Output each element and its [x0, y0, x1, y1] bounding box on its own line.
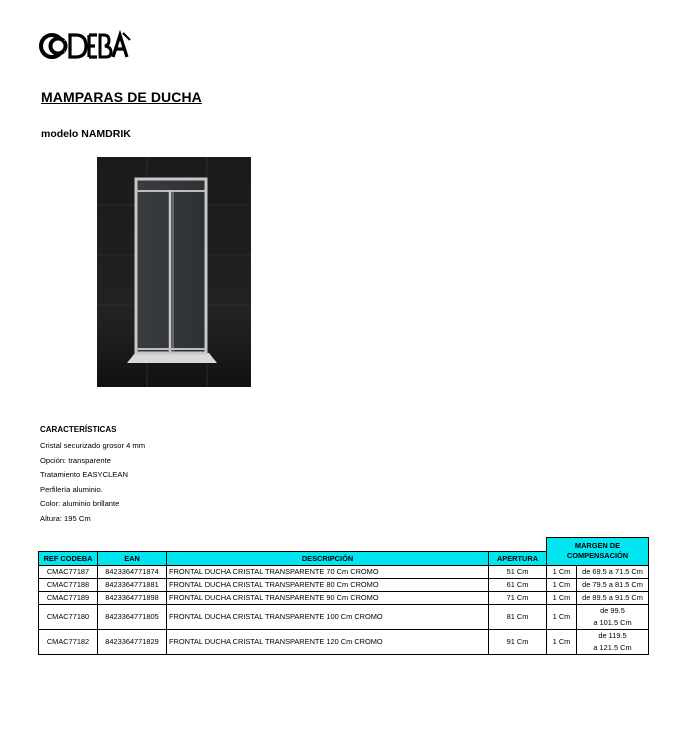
feature-item: Opción: transparente	[40, 455, 111, 465]
cell-ref: CMAC77187	[39, 565, 98, 578]
feature-item: Perfilería aluminio.	[40, 484, 103, 494]
cell-apertura: 71 Cm	[489, 591, 547, 604]
range-line-1: de 119.5	[598, 630, 627, 640]
page-title: MAMPARAS DE DUCHA	[41, 89, 202, 105]
header-ref: REF CODEBA	[39, 551, 98, 565]
range-line-1: de 99.5	[600, 605, 625, 615]
cell-comp: 1 Cm	[547, 604, 577, 629]
cell-desc: FRONTAL DUCHA CRISTAL TRANSPARENTE 90 Cm CROMO	[167, 591, 489, 604]
cell-range: de 89.5 a 91.5 Cm	[577, 591, 649, 604]
cell-range: de 69.5 a 71.5 Cm	[577, 565, 649, 578]
feature-item: Tratamiento EASYCLEAN	[40, 470, 128, 480]
header-apertura: APERTURA	[489, 551, 547, 565]
codeba-logo	[39, 29, 131, 63]
product-table	[38, 537, 649, 655]
feature-item: Cristal securizado grosor 4 mm	[40, 441, 146, 450]
features-section	[40, 425, 145, 527]
cell-ref: CMAC77189	[39, 591, 98, 604]
range-line-2: a 121.5 Cm	[593, 642, 632, 652]
model-name: modelo NAMDRIK	[41, 128, 131, 140]
cell-apertura: 81 Cm	[489, 604, 547, 629]
header-ean: EAN	[98, 551, 167, 565]
cell-desc: FRONTAL DUCHA CRISTAL TRANSPARENTE 120 Cm CROMO	[167, 629, 489, 654]
cell-comp: 1 Cm	[547, 578, 577, 591]
cell-ean: 8423364771898	[98, 591, 167, 604]
table-row	[39, 629, 649, 654]
cell-desc: FRONTAL DUCHA CRISTAL TRANSPARENTE 80 Cm CROMO	[167, 578, 489, 591]
cell-ref: CMAC77180	[39, 604, 98, 629]
table-row	[39, 591, 649, 604]
table-row	[39, 604, 649, 629]
cell-range	[577, 604, 649, 629]
cell-ref: CMAC77188	[39, 578, 98, 591]
cell-apertura: 61 Cm	[489, 578, 547, 591]
cell-desc: FRONTAL DUCHA CRISTAL TRANSPARENTE 70 Cm CROMO	[167, 565, 489, 578]
header-margen: MARGEN DE COMPENSACIÓN	[547, 538, 649, 566]
cell-apertura: 91 Cm	[489, 629, 547, 654]
feature-item: Color: aluminio brillante	[40, 499, 120, 509]
cell-ean: 8423364771805	[98, 604, 167, 629]
feature-item: Altura: 195 Cm	[40, 513, 91, 523]
table-row	[39, 578, 649, 591]
table-row	[39, 565, 649, 578]
cell-comp: 1 Cm	[547, 565, 577, 578]
range-line-2: a 101.5 Cm	[593, 617, 632, 627]
cell-ref: CMAC77182	[39, 629, 98, 654]
cell-ean: 8423364771829	[98, 629, 167, 654]
cell-ean: 8423364771874	[98, 565, 167, 578]
header-desc: DESCRIPCIÓN	[167, 551, 489, 565]
product-photo	[97, 157, 251, 387]
cell-range	[577, 629, 649, 654]
cell-apertura: 51 Cm	[489, 565, 547, 578]
cell-comp: 1 Cm	[547, 591, 577, 604]
features-heading: CARACTERÍSTICAS	[40, 425, 117, 434]
cell-range: de 79.5 a 81.5 Cm	[577, 578, 649, 591]
cell-desc: FRONTAL DUCHA CRISTAL TRANSPARENTE 100 Cm CROMO	[167, 604, 489, 629]
cell-comp: 1 Cm	[547, 629, 577, 654]
cell-ean: 8423364771881	[98, 578, 167, 591]
